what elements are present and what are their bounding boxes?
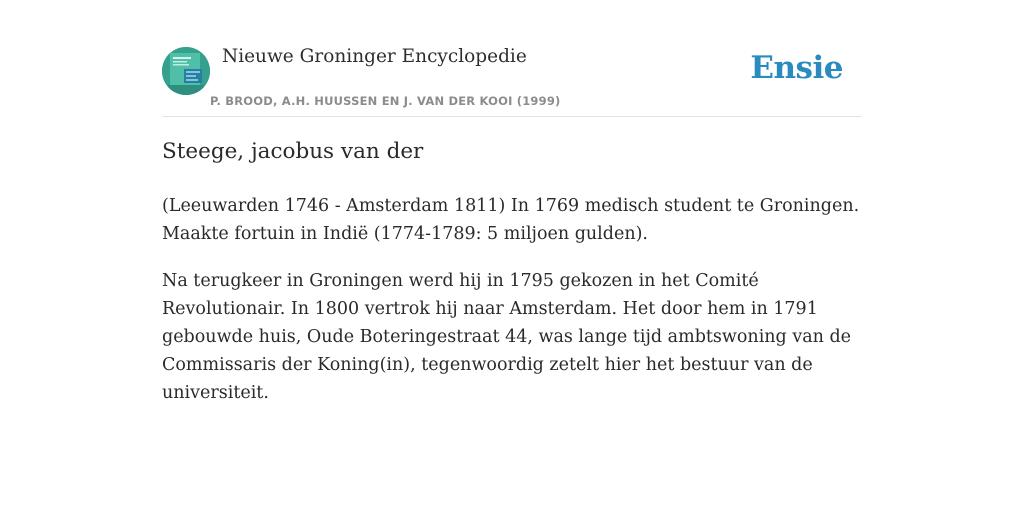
entry-title: Steege, jacobus van der [162, 139, 424, 164]
ensie-logo[interactable]: Ensie [750, 50, 843, 86]
book-authors: P. BROOD, A.H. HUUSSEN EN J. VAN DER KOOI (1999) [210, 94, 561, 108]
entry-body [162, 192, 862, 426]
book-cover-icon[interactable] [162, 47, 210, 95]
header [162, 0, 862, 117]
page-container [162, 0, 862, 403]
entry-paragraph: Na terugkeer in Groningen werd hij in 1795 gekozen in het Comité Revolutionair. In 1800 vertrok hij naar Amsterdam. Het door hem in 1791 gebouwde huis, Oude Boteringestraat 44, was lange tijd ambtswoning van de Commissaris der Koning(in), tegenwoordig zetelt hier het bestuur van de universiteit. [162, 271, 852, 403]
book-title[interactable]: Nieuwe Groninger Encyclopedie [222, 46, 527, 67]
entry-paragraph: (Leeuwarden 1746 - Amsterdam 1811) In 1769 medisch student te Groningen. Maakte fortuin in Indië (1774-1789: 5 miljoen gulden). [162, 196, 860, 244]
